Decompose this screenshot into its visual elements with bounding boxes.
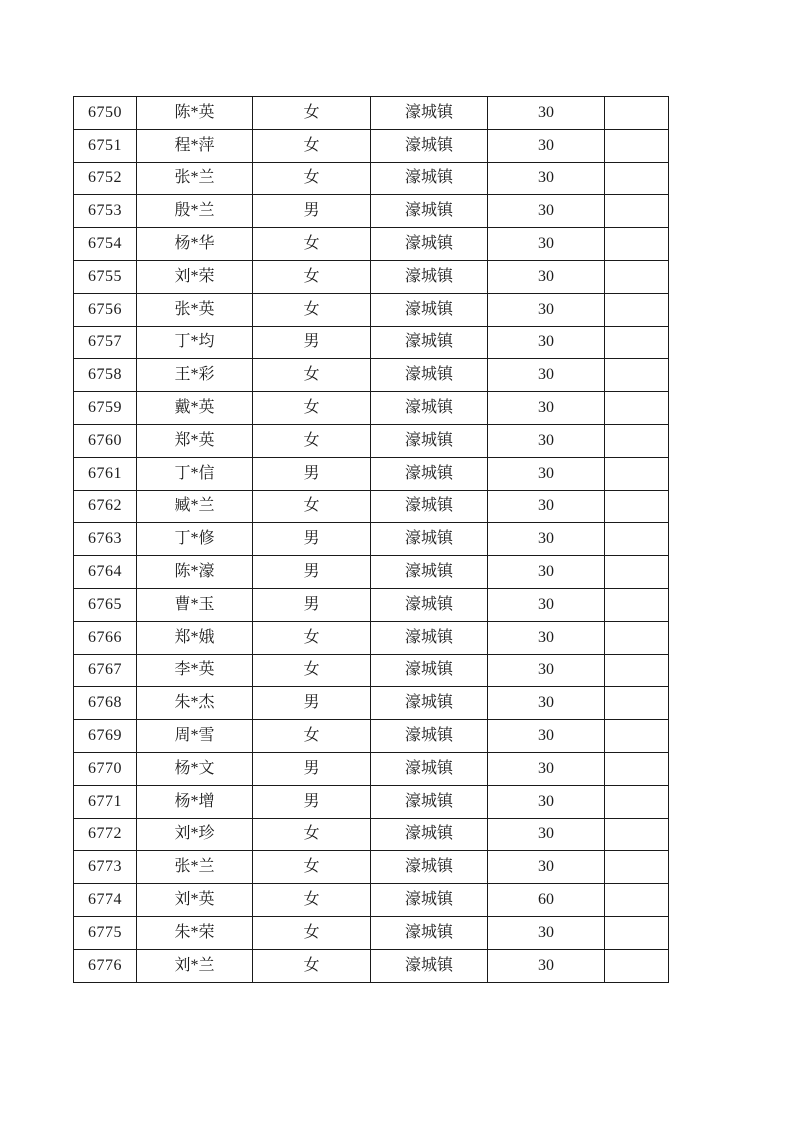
records-table-body: [74, 97, 669, 983]
table-cell-index: 6764: [74, 556, 137, 589]
table-cell-gender: 女: [253, 293, 371, 326]
table-cell-gender: 女: [253, 916, 371, 949]
table-cell-index: 6758: [74, 359, 137, 392]
table-cell-gender: 男: [253, 195, 371, 228]
table-cell-blank: [605, 654, 669, 687]
table-cell-amount: 30: [488, 359, 605, 392]
table-cell-gender: 女: [253, 851, 371, 884]
table-cell-name: 程*萍: [137, 129, 253, 162]
table-cell-name: 丁*修: [137, 523, 253, 556]
table-cell-index: 6763: [74, 523, 137, 556]
table-row: [74, 818, 669, 851]
table-cell-index: 6772: [74, 818, 137, 851]
table-cell-index: 6766: [74, 621, 137, 654]
table-cell-name: 朱*杰: [137, 687, 253, 720]
table-cell-index: 6753: [74, 195, 137, 228]
table-cell-blank: [605, 326, 669, 359]
table-cell-town: 濠城镇: [371, 851, 488, 884]
table-cell-name: 曹*玉: [137, 588, 253, 621]
table-cell-name: 陈*濠: [137, 556, 253, 589]
table-cell-town: 濠城镇: [371, 654, 488, 687]
table-cell-name: 郑*娥: [137, 621, 253, 654]
table-cell-town: 濠城镇: [371, 556, 488, 589]
table-cell-amount: 30: [488, 523, 605, 556]
table-row: [74, 588, 669, 621]
table-cell-town: 濠城镇: [371, 621, 488, 654]
table-cell-amount: 60: [488, 884, 605, 917]
table-cell-index: 6760: [74, 424, 137, 457]
table-cell-town: 濠城镇: [371, 818, 488, 851]
table-cell-blank: [605, 949, 669, 982]
table-cell-blank: [605, 392, 669, 425]
table-row: [74, 457, 669, 490]
table-cell-blank: [605, 424, 669, 457]
table-row: [74, 752, 669, 785]
table-row: [74, 424, 669, 457]
table-cell-blank: [605, 851, 669, 884]
table-row: [74, 785, 669, 818]
table-cell-town: 濠城镇: [371, 490, 488, 523]
table-cell-index: 6756: [74, 293, 137, 326]
table-cell-index: 6750: [74, 97, 137, 130]
table-row: [74, 654, 669, 687]
table-cell-name: 刘*兰: [137, 949, 253, 982]
table-cell-amount: 30: [488, 720, 605, 753]
table-cell-blank: [605, 752, 669, 785]
table-cell-name: 刘*珍: [137, 818, 253, 851]
table-cell-index: 6773: [74, 851, 137, 884]
table-cell-gender: 女: [253, 949, 371, 982]
table-cell-name: 张*兰: [137, 851, 253, 884]
table-cell-amount: 30: [488, 162, 605, 195]
table-cell-town: 濠城镇: [371, 97, 488, 130]
table-cell-town: 濠城镇: [371, 949, 488, 982]
table-cell-blank: [605, 97, 669, 130]
table-row: [74, 97, 669, 130]
table-cell-gender: 男: [253, 556, 371, 589]
table-cell-blank: [605, 523, 669, 556]
table-cell-amount: 30: [488, 195, 605, 228]
table-cell-name: 杨*增: [137, 785, 253, 818]
table-cell-gender: 女: [253, 720, 371, 753]
table-cell-gender: 女: [253, 818, 371, 851]
table-cell-gender: 女: [253, 490, 371, 523]
table-cell-name: 丁*信: [137, 457, 253, 490]
table-cell-amount: 30: [488, 588, 605, 621]
table-cell-gender: 男: [253, 457, 371, 490]
table-cell-name: 丁*均: [137, 326, 253, 359]
table-cell-amount: 30: [488, 621, 605, 654]
table-cell-town: 濠城镇: [371, 785, 488, 818]
table-row: [74, 359, 669, 392]
table-cell-name: 朱*荣: [137, 916, 253, 949]
table-cell-town: 濠城镇: [371, 720, 488, 753]
table-cell-gender: 男: [253, 687, 371, 720]
table-cell-name: 戴*英: [137, 392, 253, 425]
table-cell-blank: [605, 720, 669, 753]
table-row: [74, 129, 669, 162]
table-cell-amount: 30: [488, 424, 605, 457]
table-cell-town: 濠城镇: [371, 359, 488, 392]
table-cell-index: 6765: [74, 588, 137, 621]
table-cell-town: 濠城镇: [371, 457, 488, 490]
table-cell-gender: 女: [253, 621, 371, 654]
table-cell-index: 6751: [74, 129, 137, 162]
table-cell-index: 6768: [74, 687, 137, 720]
table-cell-town: 濠城镇: [371, 293, 488, 326]
table-cell-town: 濠城镇: [371, 195, 488, 228]
table-cell-amount: 30: [488, 785, 605, 818]
table-cell-index: 6755: [74, 260, 137, 293]
table-cell-gender: 女: [253, 228, 371, 261]
table-cell-blank: [605, 195, 669, 228]
table-cell-blank: [605, 457, 669, 490]
table-cell-index: 6759: [74, 392, 137, 425]
table-row: [74, 851, 669, 884]
table-cell-town: 濠城镇: [371, 392, 488, 425]
table-cell-town: 濠城镇: [371, 523, 488, 556]
table-cell-amount: 30: [488, 228, 605, 261]
table-cell-blank: [605, 818, 669, 851]
table-cell-blank: [605, 293, 669, 326]
table-cell-blank: [605, 228, 669, 261]
table-cell-index: 6776: [74, 949, 137, 982]
table-cell-amount: 30: [488, 556, 605, 589]
table-cell-gender: 女: [253, 424, 371, 457]
table-cell-amount: 30: [488, 490, 605, 523]
table-cell-town: 濠城镇: [371, 260, 488, 293]
table-cell-blank: [605, 884, 669, 917]
table-cell-gender: 女: [253, 260, 371, 293]
table-cell-index: 6774: [74, 884, 137, 917]
table-cell-blank: [605, 556, 669, 589]
table-cell-name: 张*英: [137, 293, 253, 326]
table-row: [74, 392, 669, 425]
table-cell-blank: [605, 687, 669, 720]
table-row: [74, 949, 669, 982]
table-row: [74, 293, 669, 326]
table-row: [74, 556, 669, 589]
table-row: [74, 884, 669, 917]
table-cell-name: 张*兰: [137, 162, 253, 195]
table-cell-amount: 30: [488, 687, 605, 720]
table-cell-amount: 30: [488, 851, 605, 884]
table-row: [74, 162, 669, 195]
table-cell-town: 濠城镇: [371, 228, 488, 261]
table-cell-blank: [605, 621, 669, 654]
table-cell-blank: [605, 916, 669, 949]
table-cell-town: 濠城镇: [371, 326, 488, 359]
table-cell-index: 6775: [74, 916, 137, 949]
table-cell-blank: [605, 359, 669, 392]
table-cell-amount: 30: [488, 457, 605, 490]
table-cell-name: 臧*兰: [137, 490, 253, 523]
table-cell-amount: 30: [488, 293, 605, 326]
table-cell-blank: [605, 785, 669, 818]
table-cell-amount: 30: [488, 818, 605, 851]
table-cell-index: 6769: [74, 720, 137, 753]
records-table: [73, 96, 669, 983]
table-cell-amount: 30: [488, 260, 605, 293]
table-cell-name: 殷*兰: [137, 195, 253, 228]
table-cell-index: 6767: [74, 654, 137, 687]
table-cell-blank: [605, 588, 669, 621]
table-cell-amount: 30: [488, 392, 605, 425]
table-cell-blank: [605, 162, 669, 195]
table-cell-town: 濠城镇: [371, 916, 488, 949]
table-cell-blank: [605, 260, 669, 293]
table-cell-amount: 30: [488, 129, 605, 162]
table-cell-town: 濠城镇: [371, 424, 488, 457]
table-cell-gender: 女: [253, 129, 371, 162]
table-row: [74, 621, 669, 654]
table-cell-town: 濠城镇: [371, 129, 488, 162]
table-row: [74, 228, 669, 261]
table-cell-blank: [605, 490, 669, 523]
table-cell-gender: 男: [253, 752, 371, 785]
table-row: [74, 326, 669, 359]
table-cell-gender: 女: [253, 359, 371, 392]
table-cell-index: 6761: [74, 457, 137, 490]
table-cell-gender: 女: [253, 97, 371, 130]
table-cell-name: 刘*英: [137, 884, 253, 917]
table-cell-amount: 30: [488, 97, 605, 130]
table-cell-amount: 30: [488, 654, 605, 687]
table-row: [74, 490, 669, 523]
table-row: [74, 720, 669, 753]
table-cell-name: 郑*英: [137, 424, 253, 457]
table-cell-amount: 30: [488, 916, 605, 949]
table-cell-index: 6771: [74, 785, 137, 818]
table-cell-town: 濠城镇: [371, 588, 488, 621]
table-cell-name: 刘*荣: [137, 260, 253, 293]
table-cell-name: 李*英: [137, 654, 253, 687]
table-cell-name: 杨*华: [137, 228, 253, 261]
table-cell-town: 濠城镇: [371, 162, 488, 195]
table-cell-amount: 30: [488, 752, 605, 785]
table-row: [74, 523, 669, 556]
table-cell-index: 6770: [74, 752, 137, 785]
table-cell-name: 陈*英: [137, 97, 253, 130]
table-cell-town: 濠城镇: [371, 687, 488, 720]
table-cell-index: 6757: [74, 326, 137, 359]
table-cell-name: 周*雪: [137, 720, 253, 753]
table-cell-name: 王*彩: [137, 359, 253, 392]
table-cell-amount: 30: [488, 326, 605, 359]
table-cell-town: 濠城镇: [371, 884, 488, 917]
table-cell-name: 杨*文: [137, 752, 253, 785]
table-cell-index: 6754: [74, 228, 137, 261]
table-cell-index: 6752: [74, 162, 137, 195]
table-cell-gender: 男: [253, 326, 371, 359]
table-cell-gender: 女: [253, 392, 371, 425]
table-cell-gender: 男: [253, 785, 371, 818]
table-cell-gender: 男: [253, 588, 371, 621]
table-cell-town: 濠城镇: [371, 752, 488, 785]
table-row: [74, 916, 669, 949]
table-cell-gender: 女: [253, 884, 371, 917]
table-cell-blank: [605, 129, 669, 162]
table-row: [74, 260, 669, 293]
table-cell-index: 6762: [74, 490, 137, 523]
table-cell-gender: 女: [253, 654, 371, 687]
table-row: [74, 195, 669, 228]
table-row: [74, 687, 669, 720]
table-cell-gender: 女: [253, 162, 371, 195]
table-cell-amount: 30: [488, 949, 605, 982]
table-cell-gender: 男: [253, 523, 371, 556]
